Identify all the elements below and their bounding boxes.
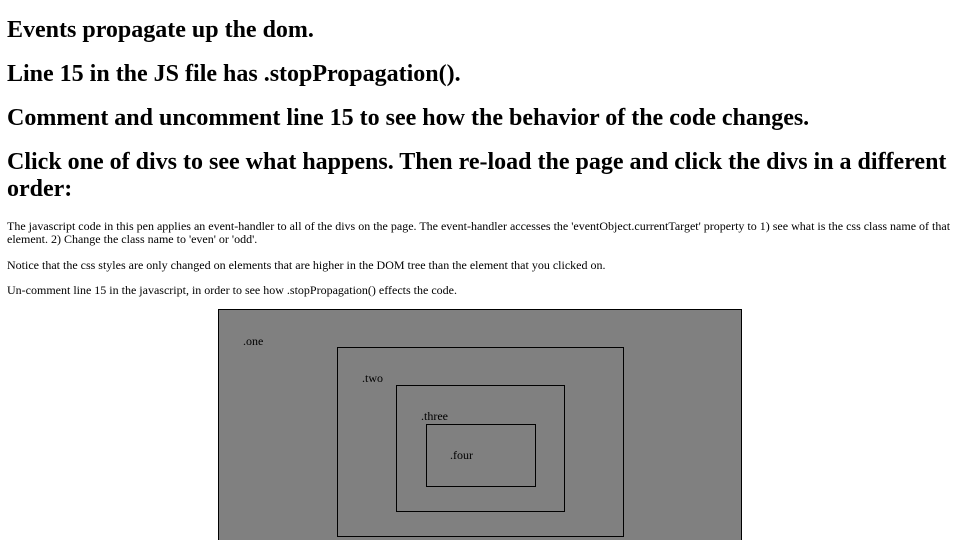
div-four-label: .four (450, 448, 473, 462)
heading-events-propagate: Events propagate up the dom. (7, 17, 314, 43)
heading-comment-uncomment: Comment and uncomment line 15 to see how the behavior of the code changes. (7, 105, 810, 131)
div-three-label: .three (421, 409, 448, 423)
div-one-label: .one (243, 334, 264, 348)
paragraph-dom-tree: Notice that the css styles are only changed on elements that are higher in the DOM tree than the element that you clicked on. (7, 258, 606, 272)
div-one[interactable] (218, 309, 742, 540)
div-two-label: .two (362, 371, 383, 385)
div-four[interactable] (426, 424, 536, 487)
heading-click-divs: Click one of divs to see what happens. Then re-load the page and click the divs in a different order: (7, 149, 947, 202)
heading-line-15: Line 15 in the JS file has .stopPropagation(). (7, 61, 461, 87)
div-three[interactable] (396, 385, 565, 512)
paragraph-uncomment: Un-comment line 15 in the javascript, in order to see how .stopPropagation() effects the code. (7, 283, 457, 297)
paragraph-event-handler: The javascript code in this pen applies an event-handler to all of the divs on the page. The event-handler accesses the 'eventObject.currentTarget' property to 1) see what is the css class name of that element. 2) Change the class name to 'even' or 'odd'. (7, 219, 951, 246)
div-two[interactable] (337, 347, 624, 537)
